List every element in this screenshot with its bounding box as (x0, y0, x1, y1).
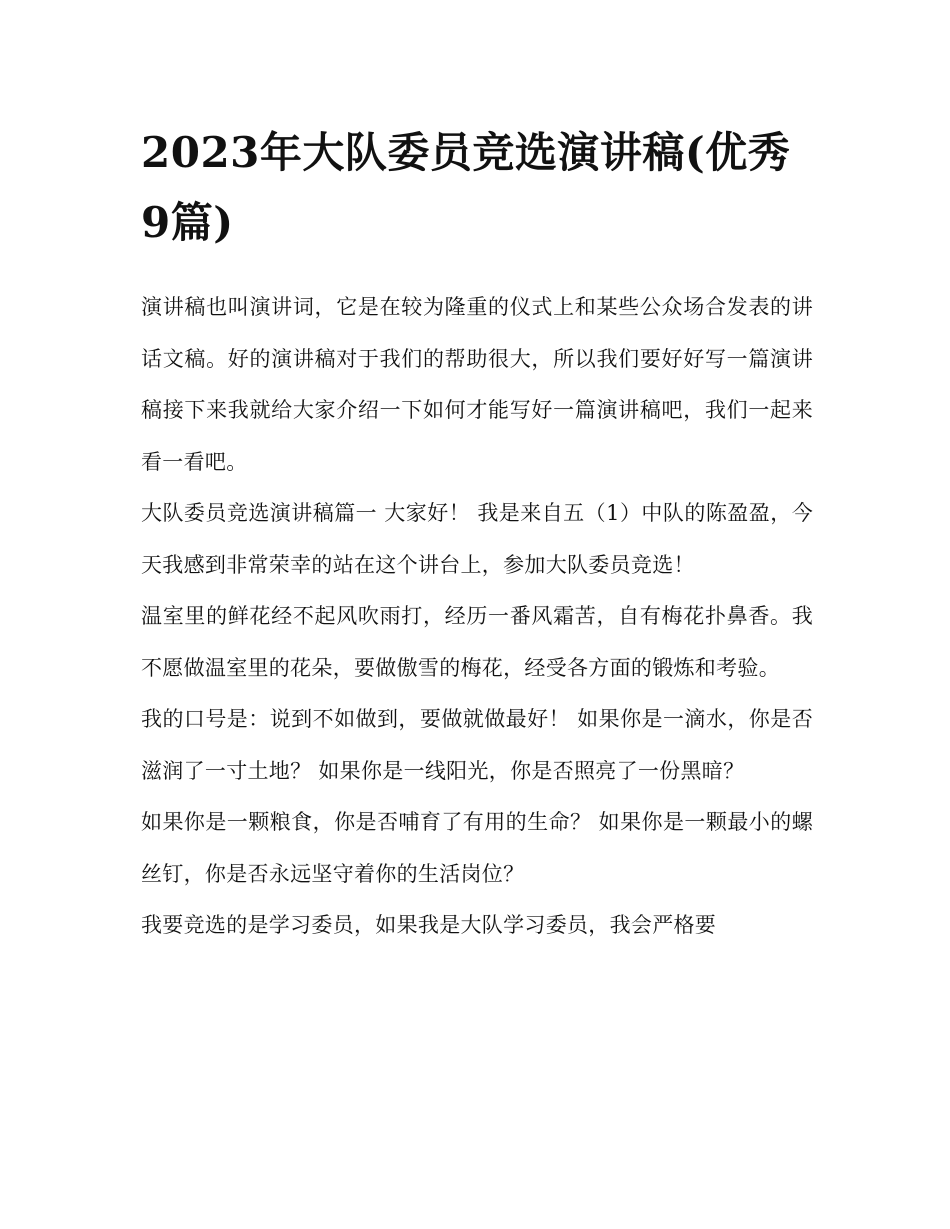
document-body (141, 118, 813, 952)
document-title: 2023年大队委员竞选演讲稿(优秀9篇) (141, 128, 791, 247)
paragraph-speech-1-opening: 大队委员竞选演讲稿篇一 大家好！ 我是来自五（1）中队的陈盈盈，今天我感到非常荣幸的站在这个讲台上，参加大队委员竞选！ (141, 501, 813, 577)
paragraph-study-committee: 我要竞选的是学习委员，如果我是大队学习委员，我会严格要 (141, 913, 717, 937)
paragraph-plum-blossom: 温室里的鲜花经不起风吹雨打，经历一番风霜苦，自有梅花扑鼻香。我不愿做温室里的花朵，要做傲雪的梅花，经受各方面的锻炼和考验。 (141, 604, 813, 680)
paragraph-intro: 演讲稿也叫演讲词，它是在较为隆重的仪式上和某些公众场合发表的讲话文稿。好的演讲稿对于我们的帮助很大，所以我们要好好写一篇演讲稿接下来我就给大家介绍一下如何才能写好一篇演讲稿吧，我们一起来看一看吧。 (141, 295, 813, 474)
paragraph-questions: 如果你是一颗粮食，你是否哺育了有用的生命？ 如果你是一颗最小的螺丝钉，你是否永远坚守着你的生活岗位？ (141, 810, 813, 886)
paragraph-slogan: 我的口号是：说到不如做到，要做就做最好！ 如果你是一滴水，你是否滋润了一寸土地？ 如果你是一线阳光，你是否照亮了一份黑暗？ (141, 707, 813, 783)
